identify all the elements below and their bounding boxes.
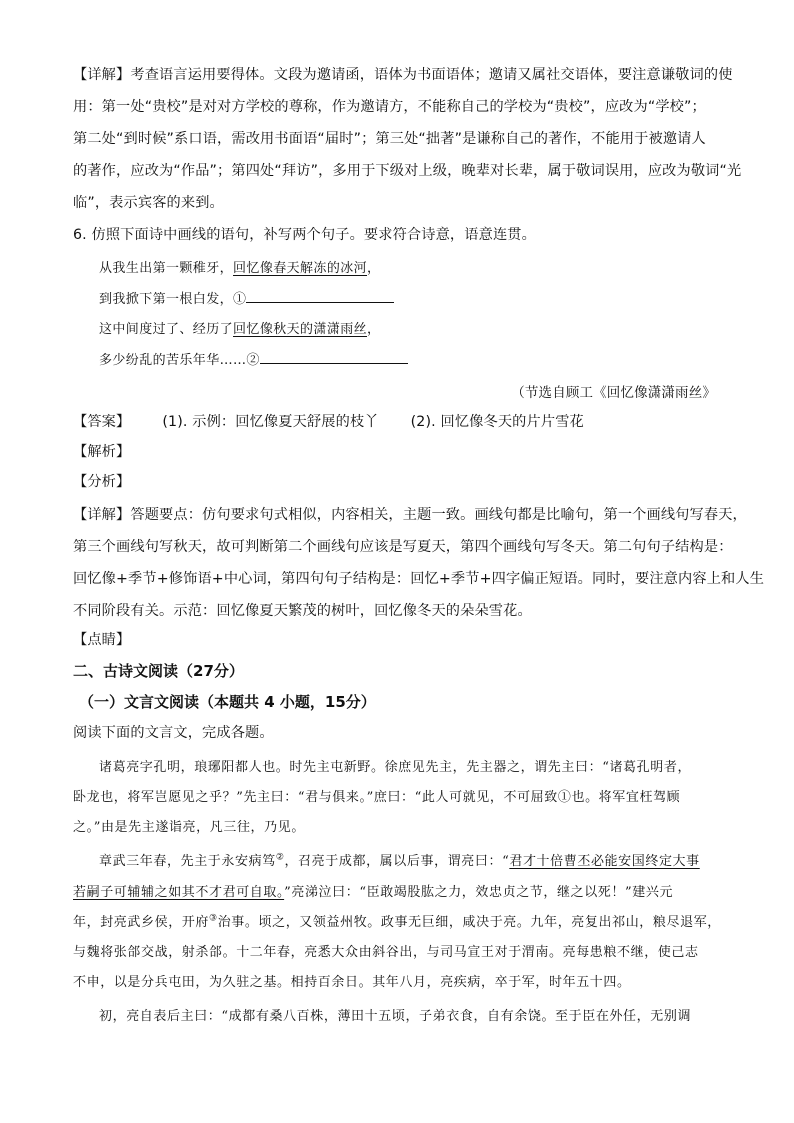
poem-line-3-pre: 这中间度过了、经历了: [99, 322, 234, 337]
classical-p2-line-1-mid: ，召亮于成都，属以后事，谓亮曰：“: [284, 854, 510, 869]
answer-label: 【答案】: [73, 414, 131, 430]
answer-blank-2[interactable]: [260, 349, 408, 364]
answer-1: (1). 示例：回忆像夏天舒展的枝丫: [162, 414, 379, 430]
q6-stem: 6. 仿照下面诗中画线的语句，补写两个句子。要求符合诗意，语意连贯。: [73, 227, 536, 243]
q5-detail-line-4: 的著作，应改为“作品”；第四处“拜访”，多用于下级对上级，晚辈对长辈，属于敬词误用，应改为敬词“光: [73, 163, 742, 179]
reading-instruction: 阅读下面的文言文，完成各题。: [73, 725, 274, 741]
answer-2: (2). 回忆像冬天的片片雪花: [410, 414, 584, 430]
classical-p2-line-3-post: 治事。顷之，又领益州牧。政事无巨细，咸决于亮。九年，亮复出祁山，粮尽退军，: [217, 915, 721, 930]
poem-line-3-post: ，: [367, 322, 381, 337]
classical-p2-line-1-underlined: 君才十倍曹丕必能安国终定大事: [509, 854, 700, 869]
classical-p2-line-5: 不申，以是分兵屯田，为久驻之基。相持百余日。其年八月，亮疾病，卒于军，时年五十四。: [73, 975, 631, 990]
poem-line-1-post: ，: [367, 261, 381, 276]
classical-p2-line-2-post: ”亮涕泣曰：“臣敢竭股肱之力，效忠贞之节，继之以死！”建兴元: [284, 885, 674, 900]
q6-detail-line-2: 第三个画线句写秋天，故可判断第二个画线句应该是写夏天，第四个画线句写冬天。第二句句子结构是：: [73, 539, 733, 555]
answer-blank-1[interactable]: [246, 288, 394, 303]
classical-p2-line-4: 与魏将张郃交战，射杀郃。十二年春，亮悉大众由斜谷出，与司马宣王对于渭南。亮每患粮不继，使己志: [73, 945, 699, 960]
classical-p1-line-3: 之。”由是先主遂诣亮，凡三往，乃见。: [73, 820, 305, 835]
poem-line-1-pre: 从我生出第一颗稚牙，: [99, 261, 234, 276]
dianjing-label: 【点睛】: [73, 632, 131, 648]
poem-line-4-pre: 多少纷乱的苦乐年华……②: [99, 353, 260, 368]
poem-line-1-underlined: 回忆像春天解冻的冰河: [233, 261, 368, 276]
poem-line-3: [99, 318, 380, 337]
classical-p2-line-3-pre: 年，封亮武乡侯，开府: [73, 915, 210, 930]
classical-p1-line-1: 诸葛亮字孔明，琅琊阳都人也。时先主屯新野。徐庶见先主，先主器之，谓先主曰：“诸葛孔明者，: [99, 760, 692, 775]
poem-line-4: [99, 349, 408, 368]
fenxi-label: 【分析】: [73, 474, 131, 490]
q6-detail-line-3: 回忆像+季节+修饰语+中心词，第四句句子结构是：回忆+季节+四字偏正短语。同时，要注意内容上和人生: [73, 571, 765, 587]
classical-p2-line-2: [73, 881, 723, 900]
answer-row: [73, 406, 723, 438]
classical-p2-line-2-underlined: 若嗣子可辅辅之如其不才君可自取。: [73, 885, 285, 900]
poem-line-2: [99, 288, 394, 307]
poem-line-1: [99, 257, 380, 276]
classical-p3-line-1: 初，亮自表后主曰：“成都有桑八百株，薄田十五顷，子弟衣食，自有余饶。至于臣在外任，无别调: [99, 1009, 692, 1024]
poem-line-3-underlined: 回忆像秋天的潇潇雨丝: [233, 322, 368, 337]
q5-detail-line-1: 【详解】考查语言运用要得体。文段为邀请函，语体为书面语体；邀请又属社交语体，要注意谦敬词的使: [73, 67, 733, 83]
classical-p1-line-2: 卧龙也，将军岂愿见之乎？”先主曰：“君与俱来。”庶曰：“此人可就见，不可屈致①也。将军宜枉驾顾: [73, 790, 681, 805]
classical-p2-line-3: [73, 911, 723, 930]
footnote-3: ③: [209, 913, 218, 924]
q5-detail-line-5: 临”，表示宾客的来到。: [73, 195, 224, 211]
poem-line-2-pre: 到我掀下第一根白发，①: [99, 292, 247, 307]
section-subtitle: （一）文言文阅读（本题共 4 小题，15分）: [79, 693, 376, 711]
q6-detail-line-1: 【详解】答题要点：仿句要求句式相似，内容相关，主题一致。画线句都是比喻句，第一个画线句写春天，: [73, 507, 747, 523]
q5-detail-line-3: 第二处“到时候”系口语，需改用书面语“届时”；第三处“拙著”是谦称自己的著作，不能用于被邀请人: [73, 131, 706, 147]
q5-detail-line-2: 用：第一处“贵校”是对对方学校的尊称，作为邀请方，不能称自己的学校为“贵校”，应改为“学校”；: [73, 99, 706, 115]
q6-detail-line-4: 不同阶段有关。示范：回忆像夏天繁茂的树叶，回忆像冬天的朵朵雪花。: [73, 603, 532, 619]
poem-source: （节选自顾工《回忆像潇潇雨丝》: [511, 385, 716, 401]
classical-p2-line-1: [99, 850, 749, 869]
section-title: 二、古诗文阅读（27分）: [73, 662, 244, 680]
footnote-2: ②: [275, 852, 285, 863]
analysis-label: 【解析】: [73, 444, 131, 460]
classical-p2-line-1-pre: 章武三年春，先主于永安病笃: [99, 854, 276, 869]
